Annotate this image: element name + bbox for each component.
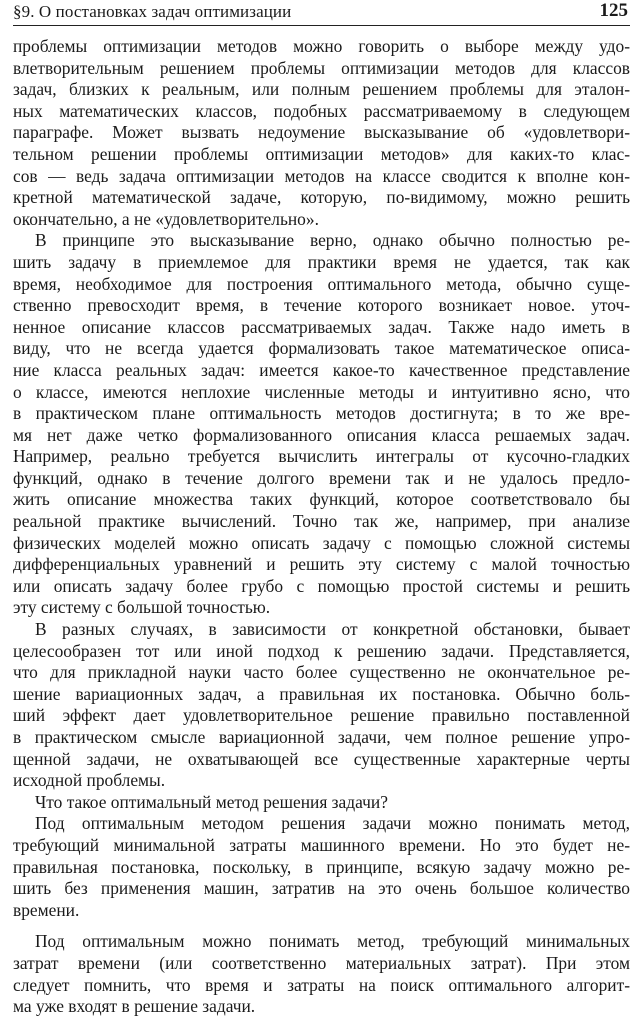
- paragraph: [13, 230, 630, 619]
- page-number: 125: [599, 0, 628, 21]
- text-line: ных математических классов, подобных рассматриваемому в следующем: [13, 100, 630, 121]
- text-line: ненное описание классов рассматриваемых задач. Также надо иметь в: [13, 316, 630, 337]
- text-line: затрат времени (или соответственно материальных затрат). При этом: [13, 952, 630, 973]
- text-line: реальной практике вычислений. Точно так же, например, при анализе: [13, 511, 630, 532]
- text-line: мя нет даже четко формализованного описания класса решаемых задач.: [13, 424, 630, 445]
- text-line: Под оптимальным можно понимать метод, требующий минимальных: [35, 931, 630, 952]
- text-line: целесообразен тот или иной подход к решению задачи. Представляется,: [13, 640, 630, 661]
- running-head: [13, 0, 630, 26]
- text-line: проблемы оптимизации методов можно говорить о выборе между удо-: [13, 36, 630, 56]
- text-line: о классе, имеются неплохие численные методы и интуитивно ясно, что: [13, 381, 630, 402]
- text-line: Например, реально требуется вычислить интегралы от кусочно-гладких: [13, 446, 630, 467]
- text-line: Что такое оптимальный метод решения задачи?: [35, 791, 388, 812]
- text-line: эту систему с большой точностью.: [13, 597, 271, 618]
- text-line: влетворительным решением проблемы оптимизации методов для классов: [13, 57, 630, 78]
- text-line: ние класса реальных задач: имеется какое-то качественное представление: [13, 359, 630, 380]
- paragraph: [13, 619, 630, 792]
- text-line: функций, однако в течение долгого времени так и не удалось предло-: [13, 467, 630, 488]
- text-line: или описать задачу более грубо с помощью простой системы и решить: [13, 575, 630, 596]
- text-line: требующий минимальной затраты машинного времени. Но это будет не-: [13, 834, 630, 855]
- text-line: правильная постановка, поскольку, в принципе, всякую задачу можно ре-: [13, 856, 630, 877]
- text-line: окончательно, а не «удовлетворительно».: [13, 208, 319, 229]
- text-line: исходной проблемы.: [13, 770, 166, 791]
- text-line: шить без применения машин, затратив на это очень большое количество: [13, 878, 630, 899]
- text-line: щенной задачи, не охватывающей все существенные характерные черты: [13, 748, 630, 769]
- paragraph: [13, 931, 630, 1017]
- text-line: тельном решении проблемы оптимизации методов» для каких-то клас-: [13, 143, 630, 164]
- paragraph: [13, 36, 630, 230]
- text-line: время, необходимое для построения оптимального метода, обычно суще-: [13, 273, 630, 294]
- text-line: шение вариационных задач, а правильная их постановка. Обычно боль-: [13, 683, 630, 704]
- text-line: сов — ведь задача оптимизации методов на классе сводится к вполне кон-: [13, 165, 630, 186]
- text-line: В разных случаях, в зависимости от конкретной обстановки, бывает: [35, 619, 630, 640]
- text-line: ший эффект дает удовлетворительное решение правильно поставленной: [13, 705, 630, 726]
- text-line: в практическом плане оптимальность методов достигнута; в то же вре-: [13, 403, 630, 424]
- text-line: следует помнить, что время и затраты на поиск оптимального алгорит-: [13, 974, 630, 995]
- text-line: ма уже входят в решение задачи.: [13, 996, 256, 1017]
- text-line: дифференциальных уравнений и решить эту систему с малой точностью: [13, 554, 630, 575]
- text-line: параграфе. Может вызвать недоумение высказывание об «удовлетвори-: [13, 122, 630, 143]
- text-line: физических моделей можно описать задачу с помощью сложной системы: [13, 532, 630, 553]
- text-line: жить описание множества таких функций, которое соответствовало бы: [13, 489, 630, 510]
- text-line: виду, что не всегда удается формализовать такое математическое описа-: [13, 338, 630, 359]
- text-line: ственно превосходит время, в течение которого возникает новое. уточ-: [13, 295, 630, 316]
- paragraph: [13, 792, 630, 814]
- text-line: задач, близких к реальным, или полным решением проблемы для эталон-: [13, 79, 630, 100]
- paragraph: [13, 813, 630, 921]
- text-line: что для прикладной науки часто более существенно не окончательное ре-: [13, 662, 630, 683]
- body-text: [13, 36, 630, 1018]
- text-line: времени.: [13, 899, 80, 920]
- text-line: Под оптимальным методом решения задачи можно понимать метод,: [35, 813, 630, 834]
- text-line: кретной математической задаче, которую, по-видимому, можно решить: [13, 187, 630, 208]
- paragraph-gap: [13, 921, 630, 931]
- text-line: в практическом смысле вариационной задачи, чем полное решение упро-: [13, 727, 630, 747]
- text-line: В принципе это высказывание верно, однако обычно полностью ре-: [35, 230, 630, 251]
- section-title: §9. О постановках задач оптимизации: [13, 2, 292, 21]
- text-line: шить задачу в приемлемое для практики время не удается, так как: [13, 251, 630, 272]
